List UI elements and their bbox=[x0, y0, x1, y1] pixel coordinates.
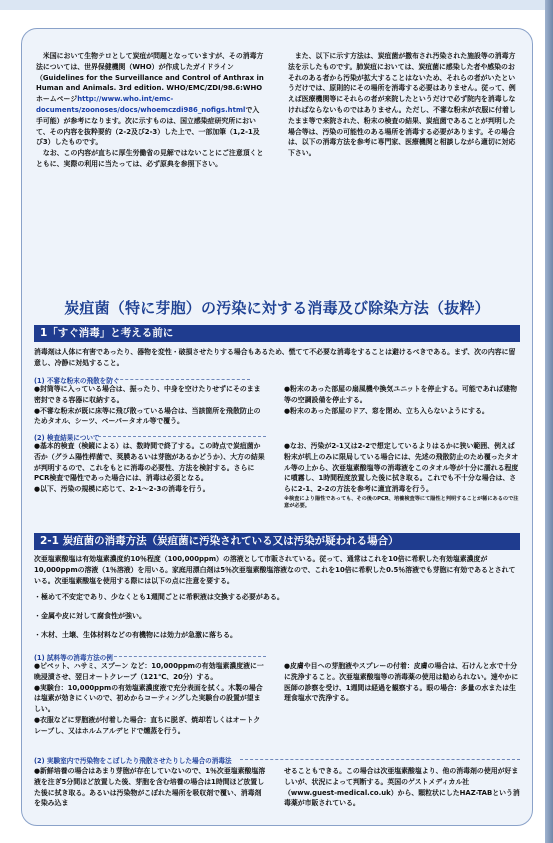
section-1-paragraph: 消毒剤は人体に有害であったり、器物を変性・破損させたりする場合もあるため、慌てて不必要な消毒をすることは避けるべきである。まず、次の内容に留意し、冷静に対処すること。 bbox=[34, 348, 516, 367]
section-1-sub1-rule bbox=[110, 379, 250, 380]
intro-right-column bbox=[288, 51, 516, 159]
list-item: ●粉末のあった部屋のドア、窓を閉め、立ち入らないようにする。 bbox=[284, 406, 489, 415]
list-item: ●不審な粉末が既に床等に飛び散っている場合は、当該箇所を飛散防止のためタオル、シーツ、ペーパータオル等で覆う。 bbox=[34, 406, 261, 426]
list-item: ●封筒等に入っている場合は、振ったり、中身を空けたりせずにそのまま密封できる容器に収納する。 bbox=[34, 385, 261, 404]
point-item: ・金属や皮に対して腐食性が強い。 bbox=[34, 612, 146, 620]
footnote: ※検査により陽性であっても、その後のPCR、培養検査等にて陽性と判明することが稀にあるので注意が必要。 bbox=[284, 495, 519, 509]
section-1-sub2-title: (2) 検査結果について bbox=[34, 434, 100, 442]
document-panel bbox=[21, 28, 533, 826]
intro-left-text-cont: で入手可能）が参考になります。次に示すものは、国立感染症研究所において、その内容を抜粋要約（2-2及び2-3）した上で、一部加筆（1,2-1及び3）したものです。 bbox=[36, 105, 260, 147]
list-item: ●皮膚や目への芽胞液やスプレーの付着：皮膚の場合は、石けんと水で十分に洗浄すること。次亜塩素酸塩等の消毒薬の使用は勧められない。速やかに医師の診察を受け、1週間は経過を観察する。眼の場合：多量の水または生理食塩水で洗浄する。 bbox=[284, 662, 519, 703]
section-2-1-sub2-right: せることもできる。この場合は次亜塩素酸塩より、他の消毒剤の使用が好ましいが、状況によって判断する。英国のゲストメディカル社（www.guest-medical.co.uk）から、顆粒状にしたHAZ-TABという消毒薬が市販されている。 bbox=[284, 767, 520, 808]
list-item: ●衣服などに芽胞液が付着した場合：直ちに脱ぎ、焼却若しくはオートクレーブし、又はホルムアルデヒドで燻蒸を行う。 bbox=[34, 715, 261, 735]
section-1-sub2-left bbox=[34, 441, 266, 495]
section-1-sub2-right bbox=[284, 441, 520, 510]
section-2-1-sub1-left bbox=[34, 661, 266, 737]
intro-left-note: なお、この内容が直ちに厚生労働省の見解ではないことにご注意頂くとともに、実際の利用に当たっては、必ず原典を参照下さい。 bbox=[36, 149, 264, 168]
section-1-sub1-left bbox=[34, 384, 266, 427]
page-title: 炭疽菌（特に芽胞）の汚染に対する消毒及び除染方法（抜粋） bbox=[64, 299, 490, 317]
section-2-1-sub1-rule bbox=[114, 656, 266, 657]
list-item: ●基本的検査（検鏡による）は、数時間で終了する。この時点で炭疽菌か否か（グラム陽性桿菌で、莢膜あるいは芽胞があるかどうか）、大方の結果が判明するので、これをもとに消毒の必要性、方法を検討する。さらにPCR検査で陽性であった場合には、消毒は必須となる。 bbox=[34, 442, 265, 483]
section-1-sub2-rule bbox=[98, 436, 266, 437]
intro-left-text: 米国において生物テロとして炭疽が問題となっていますが、その消毒方法については、世界保健機関（WHO）が作成したガイドライン（Guidelines for the Surveillance and Control of Anthrax in Human and Animals. 3rd edition. WHO/EMC/ZDI/98.6:WHOホームページ bbox=[36, 52, 264, 104]
intro-right-text: また、以下に示す方法は、炭疽菌が撒布され汚染された施設等の消毒方法を示したものです。肺炭疽においては、炭疽菌に感染した者や感染のおそれのある者から汚染が拡大することはないため、それらの者がいたというだけでは、原則的にその場所を消毒する必要はありません。従って、例えば医療機関等にそれらの者が来院したというだけで必ず院内を消毒しなければならないものではありません。ただし、不審な粉末が衣服に付着したまま等で来院された、粉末の検査の結果、炭疽菌であることが判明した場合等は、汚染の可能性のある場所を消毒する必要があります。その場合は、以下の消毒方法を参考に専門家、医療機関と相談しながら適切に対応下さい。 bbox=[288, 52, 516, 158]
section-2-1-sub2-title: (2) 実験室内で汚染物をこぼしたり飛散させたりした場合の消毒法 bbox=[34, 757, 232, 765]
section-2-1-sub1-title: (1) 試料等の消毒方法の例 bbox=[34, 654, 113, 662]
list-item: ●実験台：10,000ppmの有効塩素濃度液で充分表面を拭く。木製の場合は塩素が効きにくいので、初めからコーティングした実験台の設置が望ましい。 bbox=[34, 683, 263, 714]
section-1-heading: 1「すぐ消毒」と考える前に bbox=[34, 325, 520, 342]
section-2-1-sub2-rule bbox=[240, 759, 520, 760]
list-item: ●粉末のあった部屋の扇風機や換気ユニットを停止する。可能であれば建物等の空調設備を停止する。 bbox=[284, 385, 518, 404]
section-2-1-sub2-left: ●新鮮培養の場合はあまり芽胞が存在していないので、1％次亜塩素酸塩溶液を注ぎ5分間ほど放置した後、芽胞を含む培養の場合は1時間ほど放置した後に拭き取る。あるいは汚染物がこぼれた場所を吸収剤で覆い、消毒剤を染み込ま bbox=[34, 767, 266, 808]
point-item: ・極めて不安定であり、少なくとも1週間ごとに希釈液は交換する必要がある。 bbox=[34, 593, 284, 601]
page-edge-shadow bbox=[545, 0, 553, 843]
point-item: ・木材、土壌、生体材料などの有機物には効力が急激に落ちる。 bbox=[34, 631, 237, 639]
who-link[interactable]: http://www.who.int/emc-documents/zoonoses/docs/whoemczdi986_nofigs.html bbox=[36, 95, 246, 114]
top-stripe bbox=[0, 0, 553, 10]
list-item: ●以下、汚染の規模に応じて、2-1〜2-3の消毒を行う。 bbox=[34, 485, 210, 494]
section-2-1-heading: 2-1 炭疽菌の消毒方法（炭疽菌に汚染されている又は汚染が疑われる場合） bbox=[34, 533, 520, 550]
section-2-1-paragraph: 次亜塩素酸塩は有効塩素濃度約10％程度（100,000ppm）の溶液として市販されている。従って、通常はこれを10倍に希釈した有効塩素濃度が10,000ppmの溶液（1％溶液）を用いる。家庭用漂白剤は5％次亜塩素酸塩溶液なので、これを10倍に希釈した0.5％溶液でも芽胞に有効であるとされている。次亜塩素酸塩を使用する際には以下の点に注意を要する。 bbox=[34, 555, 516, 585]
section-1-sub1-right bbox=[284, 384, 520, 416]
list-item: ●なお、汚染が2-1又は2-2で想定しているよりはるかに狭い範囲、例えば粉末が机上のみに限局している場合には、先述の飛散防止のため覆ったタオル等の上から、次亜塩素酸塩等の消毒液をこのタオル等が十分に濡れる程度に噴霧し、1時間程度放置した後に拭き取る。これでも不十分な場合は、さらに2-1、2-2の方法を参考に適宜消毒を行う。 bbox=[284, 442, 519, 494]
section-1-sub1-title: (1) 不審な粉末の飛散を防ぐ bbox=[34, 377, 120, 385]
list-item: ●ピペット、ハサミ、スプーン など：10,000ppmの有効塩素濃度液に一晩浸漬させ、翌日オートクレーブ（121℃、20分）する。 bbox=[34, 662, 264, 681]
intro-left-column bbox=[36, 51, 264, 170]
section-2-1-sub1-right bbox=[284, 661, 520, 704]
